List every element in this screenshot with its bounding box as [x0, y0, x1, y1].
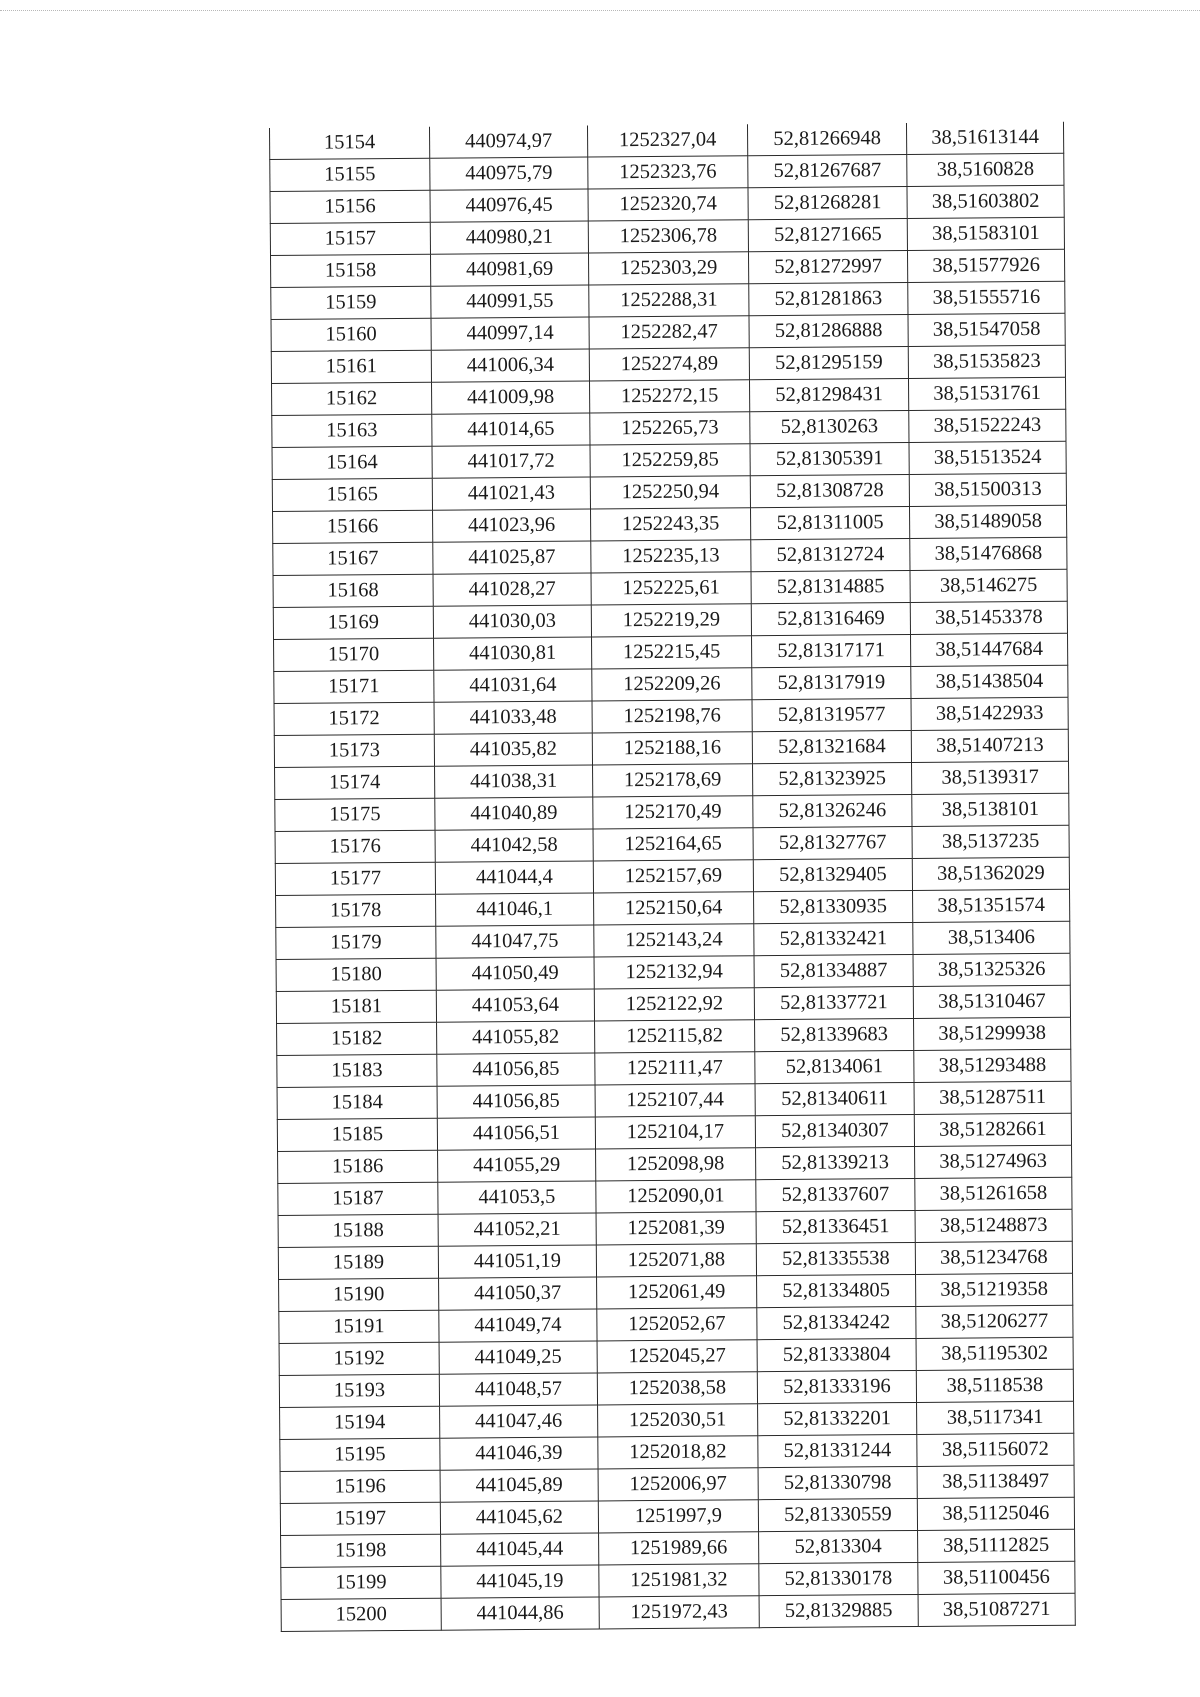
x-coordinate-cell: 441046,1	[436, 893, 594, 926]
point-number-cell: 15154	[269, 127, 429, 160]
longitude-cell: 38,51087271	[918, 1593, 1075, 1626]
longitude-cell: 38,5160828	[907, 153, 1064, 186]
longitude-cell: 38,51261658	[915, 1177, 1072, 1210]
y-coordinate-cell: 1251972,43	[599, 1596, 759, 1629]
x-coordinate-cell: 441044,4	[435, 861, 593, 894]
longitude-cell: 38,51325326	[913, 953, 1070, 986]
longitude-cell: 38,51219358	[916, 1273, 1073, 1306]
x-coordinate-cell: 441051,19	[438, 1245, 596, 1278]
longitude-cell: 38,5117341	[917, 1401, 1074, 1434]
point-number-cell: 15191	[279, 1310, 439, 1343]
point-number-cell: 15174	[275, 766, 435, 799]
x-coordinate-cell: 441030,81	[434, 637, 592, 670]
point-number-cell: 15160	[271, 318, 431, 351]
y-coordinate-cell: 1251989,66	[599, 1532, 759, 1565]
x-coordinate-cell: 441050,49	[436, 957, 594, 990]
x-coordinate-cell: 441053,64	[436, 989, 594, 1022]
latitude-cell: 52,81334887	[754, 955, 913, 988]
y-coordinate-cell: 1252107,44	[595, 1084, 755, 1117]
latitude-cell: 52,81339683	[755, 1019, 914, 1052]
latitude-cell: 52,81330935	[754, 891, 913, 924]
y-coordinate-cell: 1252225,61	[591, 572, 751, 605]
y-coordinate-cell: 1252098,98	[596, 1148, 756, 1181]
x-coordinate-cell: 441021,43	[432, 477, 590, 510]
x-coordinate-cell: 441045,44	[441, 1533, 599, 1566]
y-coordinate-cell: 1252274,89	[589, 348, 749, 381]
x-coordinate-cell: 441049,25	[439, 1341, 597, 1374]
longitude-cell: 38,51293488	[914, 1049, 1071, 1082]
point-number-cell: 15158	[271, 254, 431, 287]
longitude-cell: 38,51407213	[911, 729, 1068, 762]
table-body	[269, 122, 1075, 1632]
longitude-cell: 38,51603802	[907, 185, 1064, 218]
latitude-cell: 52,81329405	[753, 859, 912, 892]
point-number-cell: 15156	[270, 190, 430, 223]
x-coordinate-cell: 440980,21	[430, 221, 588, 254]
point-number-cell: 15171	[274, 670, 434, 703]
longitude-cell: 38,51125046	[917, 1497, 1074, 1530]
latitude-cell: 52,81295159	[749, 347, 908, 380]
point-number-cell: 15169	[273, 606, 433, 639]
latitude-cell: 52,81316469	[751, 603, 910, 636]
y-coordinate-cell: 1252104,17	[595, 1116, 755, 1149]
y-coordinate-cell: 1252090,01	[596, 1180, 756, 1213]
longitude-cell: 38,5146275	[910, 569, 1067, 602]
y-coordinate-cell: 1252282,47	[589, 316, 749, 349]
latitude-cell: 52,81330798	[758, 1467, 917, 1500]
coordinates-table	[269, 122, 1076, 1632]
point-number-cell: 15167	[273, 542, 433, 575]
y-coordinate-cell: 1252250,94	[590, 476, 750, 509]
y-coordinate-cell: 1252288,31	[589, 284, 749, 317]
point-number-cell: 15172	[274, 702, 434, 735]
point-number-cell: 15187	[278, 1182, 438, 1215]
x-coordinate-cell: 441040,89	[435, 797, 593, 830]
point-number-cell: 15176	[275, 830, 435, 863]
point-number-cell: 15178	[276, 894, 436, 927]
y-coordinate-cell: 1252157,69	[593, 860, 753, 893]
x-coordinate-cell: 441035,82	[434, 733, 592, 766]
longitude-cell: 38,51282661	[914, 1113, 1071, 1146]
point-number-cell: 15165	[272, 478, 432, 511]
longitude-cell: 38,51447684	[910, 633, 1067, 666]
y-coordinate-cell: 1252272,15	[589, 380, 749, 413]
point-number-cell: 15155	[270, 158, 430, 191]
y-coordinate-cell: 1252006,97	[598, 1468, 758, 1501]
latitude-cell: 52,81340307	[755, 1115, 914, 1148]
latitude-cell: 52,81317171	[752, 635, 911, 668]
point-number-cell: 15161	[271, 350, 431, 383]
latitude-cell: 52,813304	[759, 1531, 918, 1564]
point-number-cell: 15177	[275, 862, 435, 895]
latitude-cell: 52,81332421	[754, 923, 913, 956]
longitude-cell: 38,51422933	[911, 697, 1068, 730]
longitude-cell: 38,51287511	[914, 1081, 1071, 1114]
longitude-cell: 38,51547058	[908, 313, 1065, 346]
y-coordinate-cell: 1252327,04	[587, 124, 747, 157]
y-coordinate-cell: 1252209,26	[592, 668, 752, 701]
x-coordinate-cell: 441053,5	[438, 1181, 596, 1214]
latitude-cell: 52,81337607	[756, 1179, 915, 1212]
latitude-cell: 52,81272997	[748, 251, 907, 284]
longitude-cell: 38,513406	[913, 921, 1070, 954]
longitude-cell: 38,51489058	[909, 505, 1066, 538]
longitude-cell: 38,51476868	[910, 537, 1067, 570]
latitude-cell: 52,81335538	[756, 1243, 915, 1276]
latitude-cell: 52,81336451	[756, 1211, 915, 1244]
latitude-cell: 52,81268281	[748, 187, 907, 220]
point-number-cell: 15182	[277, 1022, 437, 1055]
y-coordinate-cell: 1252081,39	[596, 1212, 756, 1245]
point-number-cell: 15189	[278, 1246, 438, 1279]
latitude-cell: 52,81308728	[750, 475, 909, 508]
longitude-cell: 38,51535823	[908, 345, 1065, 378]
x-coordinate-cell: 441017,72	[432, 445, 590, 478]
y-coordinate-cell: 1252219,29	[591, 604, 751, 637]
longitude-cell: 38,51274963	[915, 1145, 1072, 1178]
point-number-cell: 15197	[280, 1502, 440, 1535]
point-number-cell: 15159	[271, 286, 431, 319]
latitude-cell: 52,81298431	[749, 379, 908, 412]
y-coordinate-cell: 1252323,76	[588, 156, 748, 189]
y-coordinate-cell: 1252045,27	[597, 1340, 757, 1373]
longitude-cell: 38,5139317	[912, 761, 1069, 794]
longitude-cell: 38,51234768	[915, 1241, 1072, 1274]
y-coordinate-cell: 1252030,51	[598, 1404, 758, 1437]
y-coordinate-cell: 1252052,67	[597, 1308, 757, 1341]
x-coordinate-cell: 441031,64	[434, 669, 592, 702]
y-coordinate-cell: 1252061,49	[597, 1276, 757, 1309]
x-coordinate-cell: 441049,74	[439, 1309, 597, 1342]
latitude-cell: 52,81267687	[748, 155, 907, 188]
x-coordinate-cell: 441055,82	[437, 1021, 595, 1054]
point-number-cell: 15157	[270, 222, 430, 255]
longitude-cell: 38,51248873	[915, 1209, 1072, 1242]
latitude-cell: 52,81334242	[757, 1307, 916, 1340]
latitude-cell: 52,81312724	[751, 539, 910, 572]
longitude-cell: 38,5138101	[912, 793, 1069, 826]
x-coordinate-cell: 441056,85	[437, 1053, 595, 1086]
x-coordinate-cell: 441045,62	[440, 1501, 598, 1534]
point-number-cell: 15162	[272, 382, 432, 415]
longitude-cell: 38,51299938	[914, 1017, 1071, 1050]
longitude-cell: 38,5118538	[916, 1369, 1073, 1402]
point-number-cell: 15163	[272, 414, 432, 447]
latitude-cell: 52,81330559	[758, 1499, 917, 1532]
y-coordinate-cell: 1252265,73	[590, 412, 750, 445]
point-number-cell: 15185	[277, 1118, 437, 1151]
latitude-cell: 52,81311005	[750, 507, 909, 540]
x-coordinate-cell: 441023,96	[433, 509, 591, 542]
longitude-cell: 38,51351574	[913, 889, 1070, 922]
x-coordinate-cell: 441009,98	[432, 381, 590, 414]
x-coordinate-cell: 441044,86	[441, 1597, 599, 1630]
longitude-cell: 38,51195302	[916, 1337, 1073, 1370]
longitude-cell: 38,51138497	[917, 1465, 1074, 1498]
longitude-cell: 38,51513524	[909, 441, 1066, 474]
longitude-cell: 38,51531761	[908, 377, 1065, 410]
point-number-cell: 15186	[278, 1150, 438, 1183]
latitude-cell: 52,81321684	[752, 731, 911, 764]
y-coordinate-cell: 1252132,94	[594, 956, 754, 989]
latitude-cell: 52,81333804	[757, 1339, 916, 1372]
latitude-cell: 52,81286888	[749, 315, 908, 348]
scan-top-edge	[0, 10, 1200, 11]
x-coordinate-cell: 441052,21	[438, 1213, 596, 1246]
y-coordinate-cell: 1252071,88	[596, 1244, 756, 1277]
point-number-cell: 15193	[279, 1374, 439, 1407]
x-coordinate-cell: 440991,55	[431, 285, 589, 318]
point-number-cell: 15200	[281, 1598, 441, 1631]
y-coordinate-cell: 1252115,82	[595, 1020, 755, 1053]
longitude-cell: 38,51362029	[912, 857, 1069, 890]
x-coordinate-cell: 441047,75	[436, 925, 594, 958]
y-coordinate-cell: 1252215,45	[592, 636, 752, 669]
longitude-cell: 38,51522243	[909, 409, 1066, 442]
x-coordinate-cell: 440974,97	[429, 125, 587, 158]
point-number-cell: 15192	[279, 1342, 439, 1375]
y-coordinate-cell: 1251981,32	[599, 1564, 759, 1597]
point-number-cell: 15173	[274, 734, 434, 767]
latitude-cell: 52,81334805	[757, 1275, 916, 1308]
y-coordinate-cell: 1252198,76	[592, 700, 752, 733]
x-coordinate-cell: 441045,19	[441, 1565, 599, 1598]
point-number-cell: 15184	[277, 1086, 437, 1119]
x-coordinate-cell: 440976,45	[430, 189, 588, 222]
point-number-cell: 15198	[281, 1534, 441, 1567]
y-coordinate-cell: 1252243,35	[591, 508, 751, 541]
y-coordinate-cell: 1252038,58	[597, 1372, 757, 1405]
y-coordinate-cell: 1252235,13	[591, 540, 751, 573]
y-coordinate-cell: 1252018,82	[598, 1436, 758, 1469]
point-number-cell: 15164	[272, 446, 432, 479]
longitude-cell: 38,5137235	[912, 825, 1069, 858]
longitude-cell: 38,51112825	[918, 1529, 1075, 1562]
point-number-cell: 15194	[280, 1406, 440, 1439]
x-coordinate-cell: 441048,57	[439, 1373, 597, 1406]
latitude-cell: 52,8134061	[755, 1051, 914, 1084]
point-number-cell: 15170	[274, 638, 434, 671]
point-number-cell: 15175	[275, 798, 435, 831]
longitude-cell: 38,51500313	[909, 473, 1066, 506]
x-coordinate-cell: 441006,34	[431, 349, 589, 382]
latitude-cell: 52,81330178	[759, 1563, 918, 1596]
x-coordinate-cell: 441046,39	[440, 1437, 598, 1470]
longitude-cell: 38,51206277	[916, 1305, 1073, 1338]
latitude-cell: 52,81266948	[747, 123, 906, 156]
x-coordinate-cell: 441025,87	[433, 541, 591, 574]
point-number-cell: 15196	[280, 1470, 440, 1503]
y-coordinate-cell: 1252111,47	[595, 1052, 755, 1085]
table-row	[281, 1593, 1075, 1631]
x-coordinate-cell: 441033,48	[434, 701, 592, 734]
longitude-cell: 38,51438504	[911, 665, 1068, 698]
latitude-cell: 52,81271665	[748, 219, 907, 252]
y-coordinate-cell: 1252259,85	[590, 444, 750, 477]
latitude-cell: 52,81339213	[756, 1147, 915, 1180]
y-coordinate-cell: 1252306,78	[588, 220, 748, 253]
y-coordinate-cell: 1252188,16	[592, 732, 752, 765]
y-coordinate-cell: 1252303,29	[588, 252, 748, 285]
longitude-cell: 38,51577926	[907, 249, 1064, 282]
x-coordinate-cell: 441038,31	[435, 765, 593, 798]
y-coordinate-cell: 1252164,65	[593, 828, 753, 861]
x-coordinate-cell: 440981,69	[430, 253, 588, 286]
longitude-cell: 38,51583101	[907, 217, 1064, 250]
x-coordinate-cell: 441014,65	[432, 413, 590, 446]
latitude-cell: 52,81332201	[758, 1403, 917, 1436]
point-number-cell: 15183	[277, 1054, 437, 1087]
x-coordinate-cell: 441056,85	[437, 1085, 595, 1118]
latitude-cell: 52,81305391	[750, 443, 909, 476]
longitude-cell: 38,51156072	[917, 1433, 1074, 1466]
latitude-cell: 52,81331244	[758, 1435, 917, 1468]
latitude-cell: 52,81323925	[753, 763, 912, 796]
point-number-cell: 15188	[278, 1214, 438, 1247]
latitude-cell: 52,81326246	[753, 795, 912, 828]
x-coordinate-cell: 441050,37	[439, 1277, 597, 1310]
y-coordinate-cell: 1252150,64	[594, 892, 754, 925]
y-coordinate-cell: 1252178,69	[593, 764, 753, 797]
y-coordinate-cell: 1252122,92	[594, 988, 754, 1021]
x-coordinate-cell: 441030,03	[433, 605, 591, 638]
x-coordinate-cell: 441055,29	[438, 1149, 596, 1182]
point-number-cell: 15199	[281, 1566, 441, 1599]
x-coordinate-cell: 440975,79	[430, 157, 588, 190]
y-coordinate-cell: 1252170,49	[593, 796, 753, 829]
x-coordinate-cell: 441042,58	[435, 829, 593, 862]
y-coordinate-cell: 1251997,9	[598, 1500, 758, 1533]
latitude-cell: 52,81327767	[753, 827, 912, 860]
latitude-cell: 52,81329885	[759, 1595, 918, 1628]
point-number-cell: 15180	[276, 958, 436, 991]
point-number-cell: 15179	[276, 926, 436, 959]
x-coordinate-cell: 441056,51	[437, 1117, 595, 1150]
longitude-cell: 38,51453378	[910, 601, 1067, 634]
x-coordinate-cell: 440997,14	[431, 317, 589, 350]
longitude-cell: 38,51555716	[908, 281, 1065, 314]
point-number-cell: 15168	[273, 574, 433, 607]
x-coordinate-cell: 441045,89	[440, 1469, 598, 1502]
x-coordinate-cell: 441047,46	[440, 1405, 598, 1438]
longitude-cell: 38,51310467	[913, 985, 1070, 1018]
longitude-cell: 38,51613144	[906, 122, 1063, 155]
point-number-cell: 15190	[279, 1278, 439, 1311]
y-coordinate-cell: 1252320,74	[588, 188, 748, 221]
latitude-cell: 52,8130263	[750, 411, 909, 444]
latitude-cell: 52,81333196	[757, 1371, 916, 1404]
latitude-cell: 52,81337721	[754, 987, 913, 1020]
latitude-cell: 52,81319577	[752, 699, 911, 732]
latitude-cell: 52,81314885	[751, 571, 910, 604]
latitude-cell: 52,81340611	[755, 1083, 914, 1116]
latitude-cell: 52,81281863	[749, 283, 908, 316]
y-coordinate-cell: 1252143,24	[594, 924, 754, 957]
longitude-cell: 38,51100456	[918, 1561, 1075, 1594]
point-number-cell: 15195	[280, 1438, 440, 1471]
latitude-cell: 52,81317919	[752, 667, 911, 700]
point-number-cell: 15181	[276, 990, 436, 1023]
x-coordinate-cell: 441028,27	[433, 573, 591, 606]
point-number-cell: 15166	[273, 510, 433, 543]
